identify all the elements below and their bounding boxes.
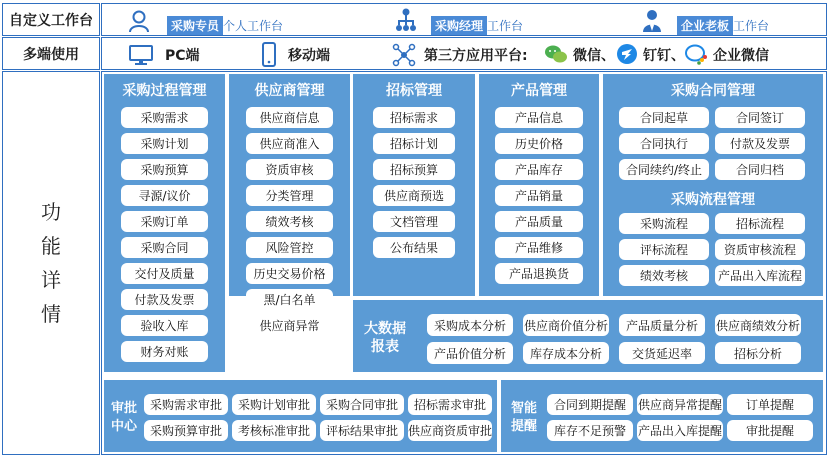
procurement-item[interactable]: 采购计划 [121,133,208,154]
workbench-boss[interactable] [677,15,769,35]
supplier-item[interactable]: 供应商信息 [246,107,333,128]
approval-item[interactable]: 供应商资质审批 [408,420,492,441]
reminder-item[interactable]: 审批提醒 [727,420,813,441]
module-reminder-title: 智能提醒 [510,401,537,434]
module-flow-title: 采购流程管理 [671,192,755,208]
module-product-title: 产品管理 [511,83,567,99]
bidding-item[interactable]: 招标需求 [373,107,455,128]
approval-item[interactable]: 考核标准审批 [232,420,316,441]
reminder-item[interactable]: 供应商异常提醒 [637,394,723,415]
workbench-buyer[interactable] [167,15,283,35]
flow-item[interactable]: 招标流程 [715,213,805,234]
multi-terminal-label: 多端使用 [2,37,100,70]
reminder-item[interactable]: 产品出入库提醒 [637,420,723,441]
bigdata-item[interactable]: 供应商绩效分析 [715,314,801,336]
workbench-manager-role: 采购经理 [431,16,487,35]
contract-item[interactable]: 合同续约/终止 [619,159,709,180]
bigdata-item[interactable]: 交货延迟率 [619,342,705,364]
approval-item[interactable]: 采购需求审批 [144,394,228,415]
reminder-item[interactable]: 合同到期提醒 [547,394,633,415]
supplier-item[interactable]: 历史交易价格 [246,263,333,284]
flow-item[interactable]: 产品出入库流程 [715,265,805,286]
wechat-label: 微信、 [573,48,615,64]
module-bigdata [353,300,823,372]
approval-item[interactable]: 评标结果审批 [320,420,404,441]
workbench-bar [101,3,827,36]
contract-item[interactable]: 合同归档 [715,159,805,180]
procurement-item[interactable]: 付款及发票 [121,289,208,310]
feature-char-2: 能 [41,234,61,258]
approval-item[interactable]: 采购合同审批 [320,394,404,415]
monitor-icon [128,44,154,66]
flow-item[interactable]: 资质审核流程 [715,239,805,260]
dingtalk-icon [616,43,638,65]
supplier-item[interactable]: 分类管理 [246,185,333,206]
procurement-item[interactable]: 采购预算 [121,159,208,180]
wechat-icon [544,43,568,65]
wecom-label: 企业微信 [713,48,769,64]
feature-char-1: 功 [41,200,61,224]
module-product [479,74,599,296]
reminder-item[interactable]: 库存不足预警 [547,420,633,441]
user-outline-icon [128,9,150,33]
approval-item[interactable]: 招标需求审批 [408,394,492,415]
module-supplier [229,74,350,333]
module-bigdata-title: 大数据报表 [364,321,406,355]
bidding-item[interactable]: 招标计划 [373,133,455,154]
approval-item[interactable]: 采购计划审批 [232,394,316,415]
module-contract [603,74,823,296]
module-bidding [353,74,475,296]
bidding-item[interactable]: 公布结果 [373,237,455,258]
module-supplier-title: 供应商管理 [254,83,325,99]
procurement-item[interactable]: 采购订单 [121,211,208,232]
bigdata-item[interactable]: 库存成本分析 [523,342,609,364]
supplier-item[interactable]: 供应商异常 [246,315,333,336]
reminder-item[interactable]: 订单提醒 [727,394,813,415]
network-icon [392,43,416,67]
mobile-phone-icon [261,42,277,67]
supplier-item[interactable]: 风险管控 [246,237,333,258]
wecom-icon [684,43,708,65]
multi-terminal-bar [101,37,827,70]
workbench-manager-suffix: 工作台 [487,18,524,33]
module-approval [104,380,497,452]
workbench-boss-suffix: 工作台 [733,18,770,33]
procurement-item[interactable]: 验收入库 [121,315,208,336]
procurement-item[interactable]: 交付及质量 [121,263,208,284]
workbench-boss-role: 企业老板 [677,16,733,35]
feature-char-3: 详 [41,268,61,292]
procurement-item[interactable]: 采购合同 [121,237,208,258]
product-item[interactable]: 历史价格 [495,133,583,154]
supplier-item[interactable]: 绩效考核 [246,211,333,232]
contract-item[interactable]: 合同签订 [715,107,805,128]
procurement-item[interactable]: 财务对账 [121,341,208,362]
feature-char-4: 情 [41,302,61,326]
bidding-item[interactable]: 供应商预选 [373,185,455,206]
bidding-item[interactable]: 文档管理 [373,211,455,232]
supplier-item[interactable]: 资质审核 [246,159,333,180]
mobile-label: 移动端 [288,48,330,64]
approval-item[interactable]: 采购预算审批 [144,420,228,441]
boss-icon [642,9,662,33]
contract-item[interactable]: 合同执行 [619,133,709,154]
bigdata-item[interactable]: 产品价值分析 [427,342,513,364]
bidding-item[interactable]: 招标预算 [373,159,455,180]
bigdata-item[interactable]: 采购成本分析 [427,314,513,336]
workbench-buyer-role: 采购专员 [167,16,223,35]
product-item[interactable]: 产品销量 [495,185,583,206]
workbench-manager[interactable] [431,15,523,35]
product-item[interactable]: 产品库存 [495,159,583,180]
flow-item[interactable]: 评标流程 [619,239,709,260]
procurement-item[interactable]: 采购需求 [121,107,208,128]
org-chart-icon [394,8,418,33]
pc-label: PC端 [165,48,200,64]
feature-details-label [2,71,100,455]
product-item[interactable]: 产品退换货 [495,263,583,284]
bigdata-item[interactable]: 供应商价值分析 [523,314,609,336]
product-item[interactable]: 产品信息 [495,107,583,128]
contract-item[interactable]: 付款及发票 [715,133,805,154]
product-item[interactable]: 产品维修 [495,237,583,258]
module-bidding-title: 招标管理 [386,83,442,99]
module-contract-title: 采购合同管理 [671,83,755,99]
contract-item[interactable]: 合同起草 [619,107,709,128]
supplier-item[interactable]: 供应商准入 [246,133,333,154]
flow-item[interactable]: 绩效考核 [619,265,709,286]
custom-workbench-label: 自定义工作台 [2,3,100,36]
procurement-item[interactable]: 寻源/议价 [121,185,208,206]
dingtalk-label: 钉钉、 [643,48,685,64]
bigdata-item[interactable]: 产品质量分析 [619,314,705,336]
product-item[interactable]: 产品质量 [495,211,583,232]
supplier-item[interactable]: 黑/白名单 [246,289,333,310]
workbench-buyer-suffix: 个人工作台 [223,18,284,33]
module-approval-title: 审批中心 [110,401,137,434]
module-procurement [104,74,225,372]
third-party-label: 第三方应用平台: [424,48,528,64]
bigdata-item[interactable]: 招标分析 [715,342,801,364]
module-procurement-title: 采购过程管理 [122,83,207,99]
flow-item[interactable]: 采购流程 [619,213,709,234]
module-reminder [501,380,823,452]
